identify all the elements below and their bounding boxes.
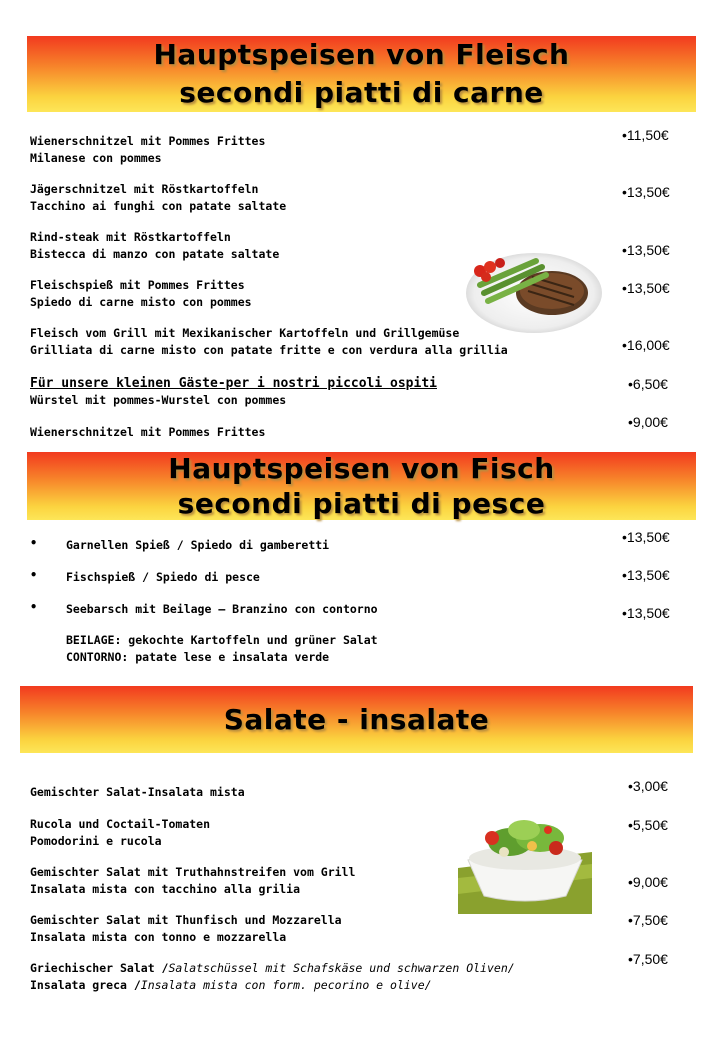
meat-title-de: Hauptspeisen von Fleisch — [153, 38, 570, 71]
kids-item-1: Würstel mit pommes-Wurstel con pommes — [30, 393, 287, 407]
meat-item-4: Fleischspieß mit Pommes Frittes Spiedo di carne misto con pommes — [30, 278, 252, 309]
meat-banner — [27, 36, 696, 112]
meat-price-4: •13,50€ — [622, 280, 670, 296]
salad-item-1: Gemischter Salat-Insalata mista — [30, 785, 245, 799]
salad-price-2: •5,50€ — [628, 817, 668, 833]
kids-item-2: Wienerschnitzel mit Pommes Frittes — [30, 425, 266, 439]
meat-price-2: •13,50€ — [622, 184, 670, 200]
salad-price-1: •3,00€ — [628, 778, 668, 794]
salad-item-4: Gemischter Salat mit Thunfisch und Mozzarella Insalata mista con tonno e mozzarella — [30, 913, 342, 944]
fish-item-2: Fischspieß / Spiedo di pesce — [66, 570, 260, 584]
meat-item-1: Wienerschnitzel mit Pommes Frittes Milanese con pommes — [30, 134, 266, 165]
meat-price-3: •13,50€ — [622, 242, 670, 258]
salad-price-greek: •7,50€ — [628, 951, 668, 967]
salad-price-3: •9,00€ — [628, 874, 668, 890]
fish-price-2: •13,50€ — [622, 567, 670, 583]
kids-price-2: •9,00€ — [628, 414, 668, 430]
salad-item-2: Rucola und Coctail-Tomaten Pomodorini e rucola — [30, 817, 211, 848]
meat-price-1: •11,50€ — [622, 127, 669, 143]
meat-price-5: •16,00€ — [622, 337, 670, 353]
fish-banner — [27, 452, 696, 520]
meat-item-3: Rind-steak mit Röstkartoffeln Bistecca di manzo con patate saltate — [30, 230, 280, 261]
meat-item-5: Fleisch vom Grill mit Mexikanischer Kartoffeln und Grillgemüse Grilliata di carne misto con patate fritte e con verdura alla grillia — [30, 326, 508, 357]
salad-banner — [20, 686, 693, 753]
fish-title-it: secondi piatti di pesce — [177, 487, 546, 520]
fish-item-1: Garnellen Spieß / Spiedo di gamberetti — [66, 538, 330, 552]
steak-photo — [464, 233, 602, 335]
salad-title: Salate - insalate — [223, 703, 490, 736]
fish-price-3: •13,50€ — [622, 605, 670, 621]
fish-bullet-3: • — [30, 600, 38, 614]
fish-bullet-2: • — [30, 568, 38, 582]
fish-bullet-1: • — [30, 536, 38, 550]
meat-item-2: Jägerschnitzel mit Röstkartoffeln Tacchino ai funghi con patate saltate — [30, 182, 287, 213]
salad-item-greek: Griechischer Salat /Salatschüssel mit Schafskäse und schwarzen Oliven/ Insalata greca /Insalata mista con form. pecorino e olive/ — [30, 961, 515, 992]
kids-heading: Für unsere kleinen Gäste-per i nostri piccoli ospiti — [30, 376, 437, 391]
fish-item-3: Seebarsch mit Beilage – Branzino con contorno — [66, 602, 378, 616]
kids-price-1: •6,50€ — [628, 376, 668, 392]
salad-item-3: Gemischter Salat mit Truthahnstreifen vom Grill Insalata mista con tacchino alla grilia — [30, 865, 356, 896]
fish-side-dish: BEILAGE: gekochte Kartoffeln und grüner Salat CONTORNO: patate lese e insalata verde — [66, 633, 378, 664]
fish-title-de: Hauptspeisen von Fisch — [168, 452, 555, 485]
meat-title-it: secondi piatti di carne — [179, 76, 544, 109]
salad-photo — [458, 808, 592, 914]
salad-price-4: •7,50€ — [628, 912, 668, 928]
fish-price-1: •13,50€ — [622, 529, 670, 545]
